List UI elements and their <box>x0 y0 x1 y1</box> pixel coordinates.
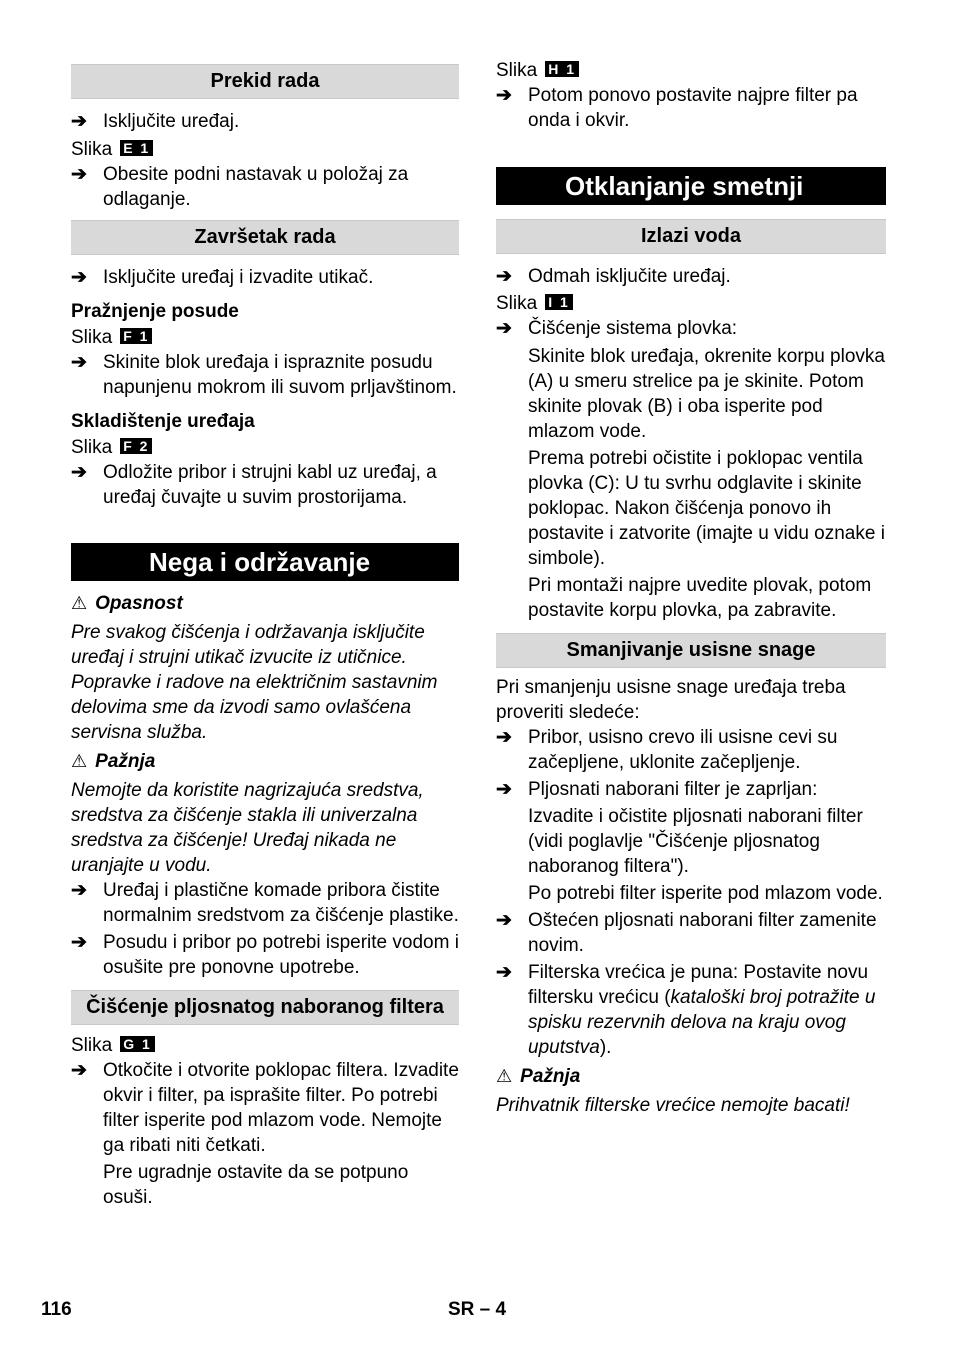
arrow-right-icon: ➔ <box>71 932 87 953</box>
arrow-right-icon: ➔ <box>496 910 512 931</box>
list-item: ➔ Isključite uređaj. <box>71 111 240 132</box>
paragraph: Pre ugradnje ostavite da se potpuno osuši. <box>103 1162 409 1208</box>
caution-label: ⚠ Pažnja <box>496 1066 581 1087</box>
right-column <box>496 58 886 1118</box>
figure-badge: F 1 <box>120 328 152 344</box>
arrow-right-icon: ➔ <box>496 962 512 983</box>
figure-ref: Slika E 1 <box>71 137 459 162</box>
section-footer: SR – 4 <box>448 1299 507 1320</box>
list-item: ➔ Pribor, usisno crevo ili usisne cevi su začepljene, uklonite začepljenje. <box>496 727 838 773</box>
arrow-right-icon: ➔ <box>496 266 512 287</box>
subheading-skladistenje: Skladištenje uređaja <box>71 411 255 432</box>
caution-label: ⚠ Pažnja <box>71 751 156 772</box>
arrow-right-icon: ➔ <box>496 779 512 800</box>
paragraph: Izvadite i očistite pljosnati naborani filter (vidi poglavlje "Čišćenje pljosnatog naboranog filtera"). <box>528 806 863 877</box>
list-item: ➔ Pljosnati naborani filter je zaprljan: <box>496 779 818 800</box>
caution-text: Nemojte da koristite nagrizajuća sredstva, sredstva za čišćenje stakla ili univerzalna sredstva za čišćenje! Uređaj nikada ne uranjajte u vodu. <box>71 780 424 876</box>
figure-ref: Slika F 2 <box>71 435 459 460</box>
list-item: ➔ Uređaj i plastične komade pribora čistite normalnim sredstvom za čišćenje plastike. <box>71 880 459 926</box>
paragraph: Po potrebi filter isperite pod mlazom vode. <box>528 883 883 904</box>
arrow-right-icon: ➔ <box>71 267 87 288</box>
arrow-right-icon: ➔ <box>496 85 512 106</box>
arrow-right-icon: ➔ <box>71 111 87 132</box>
list-item: ➔ Posudu i pribor po potrebi isperite vodom i osušite pre ponovne upotrebe. <box>71 932 459 978</box>
page-number: 116 <box>41 1299 72 1320</box>
section-heading-smanjivanje: Smanjivanje usisne snage <box>496 633 886 668</box>
figure-ref: Slika F 1 <box>71 325 459 350</box>
figure-badge: E 1 <box>120 140 153 156</box>
arrow-right-icon: ➔ <box>496 727 512 748</box>
chapter-heading-nega: Nega i održavanje <box>71 543 459 581</box>
list-item: ➔ Filterska vrećica je puna: Postavite novu filtersku vrećicu (kataloški broj potražite u spisku rezervnih delova na kraju ovog uputstva). <box>496 962 876 1058</box>
list-item: ➔ Obesite podni nastavak u položaj za odlaganje. <box>71 164 409 210</box>
warning-triangle-icon: ⚠ <box>496 1066 513 1086</box>
section-heading-zavrsetak: Završetak rada <box>71 220 459 255</box>
danger-label: ⚠ Opasnost <box>71 593 183 614</box>
paragraph: Skinite blok uređaja, okrenite korpu plovka (A) u smeru strelice pa je skinite. Potom skinite plovak (B) i oba isperite pod mlazom vode. <box>528 346 885 442</box>
warning-triangle-icon: ⚠ <box>71 593 88 613</box>
arrow-right-icon: ➔ <box>71 462 87 483</box>
arrow-right-icon: ➔ <box>71 352 87 373</box>
figure-badge: G 1 <box>120 1036 155 1052</box>
chapter-heading-otklanjanje: Otklanjanje smetnji <box>496 167 886 205</box>
arrow-right-icon: ➔ <box>496 318 512 339</box>
intro-text: Pri smanjenju usisne snage uređaja treba proveriti sledeće: <box>496 677 846 723</box>
caution-text: Prihvatnik filterske vrećice nemojte bacati! <box>496 1095 850 1116</box>
list-item: ➔ Odložite pribor i strujni kabl uz uređaj, a uređaj čuvajte u suvim prostorijama. <box>71 462 437 508</box>
list-item: ➔ Otkočite i otvorite poklopac filtera. Izvadite okvir i filter, pa isprašite filter. Po potrebi filter isperite pod mlazom vode. Nemojte ga ribati niti četkati. <box>71 1060 459 1156</box>
danger-text: Pre svakog čišćenja i održavanja isključite uređaj i strujni utikač izvucite iz utičnice. Popravke i radove na električnim sastavnim delovima sme da izvodi samo ovlašćena servisna služba. <box>71 622 438 743</box>
figure-ref: Slika H 1 <box>496 58 886 83</box>
left-column <box>71 64 459 1210</box>
arrow-right-icon: ➔ <box>71 880 87 901</box>
paragraph: Prema potrebi očistite i poklopac ventila plovka (C): U tu svrhu odglavite i skinite poklopac. Nakon čišćenja ponovo ih postavite i zatvorite (imajte u vidu oznake i simbole). <box>528 448 885 569</box>
list-item: ➔ Čišćenje sistema plovka: <box>496 318 738 339</box>
list-item: ➔ Odmah isključite uređaj. <box>496 266 731 287</box>
warning-triangle-icon: ⚠ <box>71 751 88 771</box>
subheading-praznjenje: Pražnjenje posude <box>71 301 239 322</box>
list-item: ➔ Isključite uređaj i izvadite utikač. <box>71 267 374 288</box>
paragraph: Pri montaži najpre uvedite plovak, potom postavite korpu plovka, pa zabravite. <box>528 575 872 621</box>
figure-badge: H 1 <box>545 61 579 77</box>
arrow-right-icon: ➔ <box>71 164 87 185</box>
section-heading-izlazi: Izlazi voda <box>496 219 886 254</box>
arrow-right-icon: ➔ <box>71 1060 87 1081</box>
section-heading-prekid: Prekid rada <box>71 64 459 99</box>
list-item: ➔ Oštećen pljosnati naborani filter zamenite novim. <box>496 910 877 956</box>
section-heading-ciscenje: Čišćenje pljosnatog naboranog filtera <box>71 990 459 1025</box>
figure-ref: Slika I 1 <box>496 291 886 316</box>
figure-ref: Slika G 1 <box>71 1033 459 1058</box>
list-item: ➔ Skinite blok uređaja i ispraznite posudu napunjenu mokrom ili suvom prljavštinom. <box>71 352 457 398</box>
list-item: ➔ Potom ponovo postavite najpre filter pa onda i okvir. <box>496 85 858 131</box>
figure-badge: F 2 <box>120 438 152 454</box>
figure-badge: I 1 <box>545 294 573 310</box>
